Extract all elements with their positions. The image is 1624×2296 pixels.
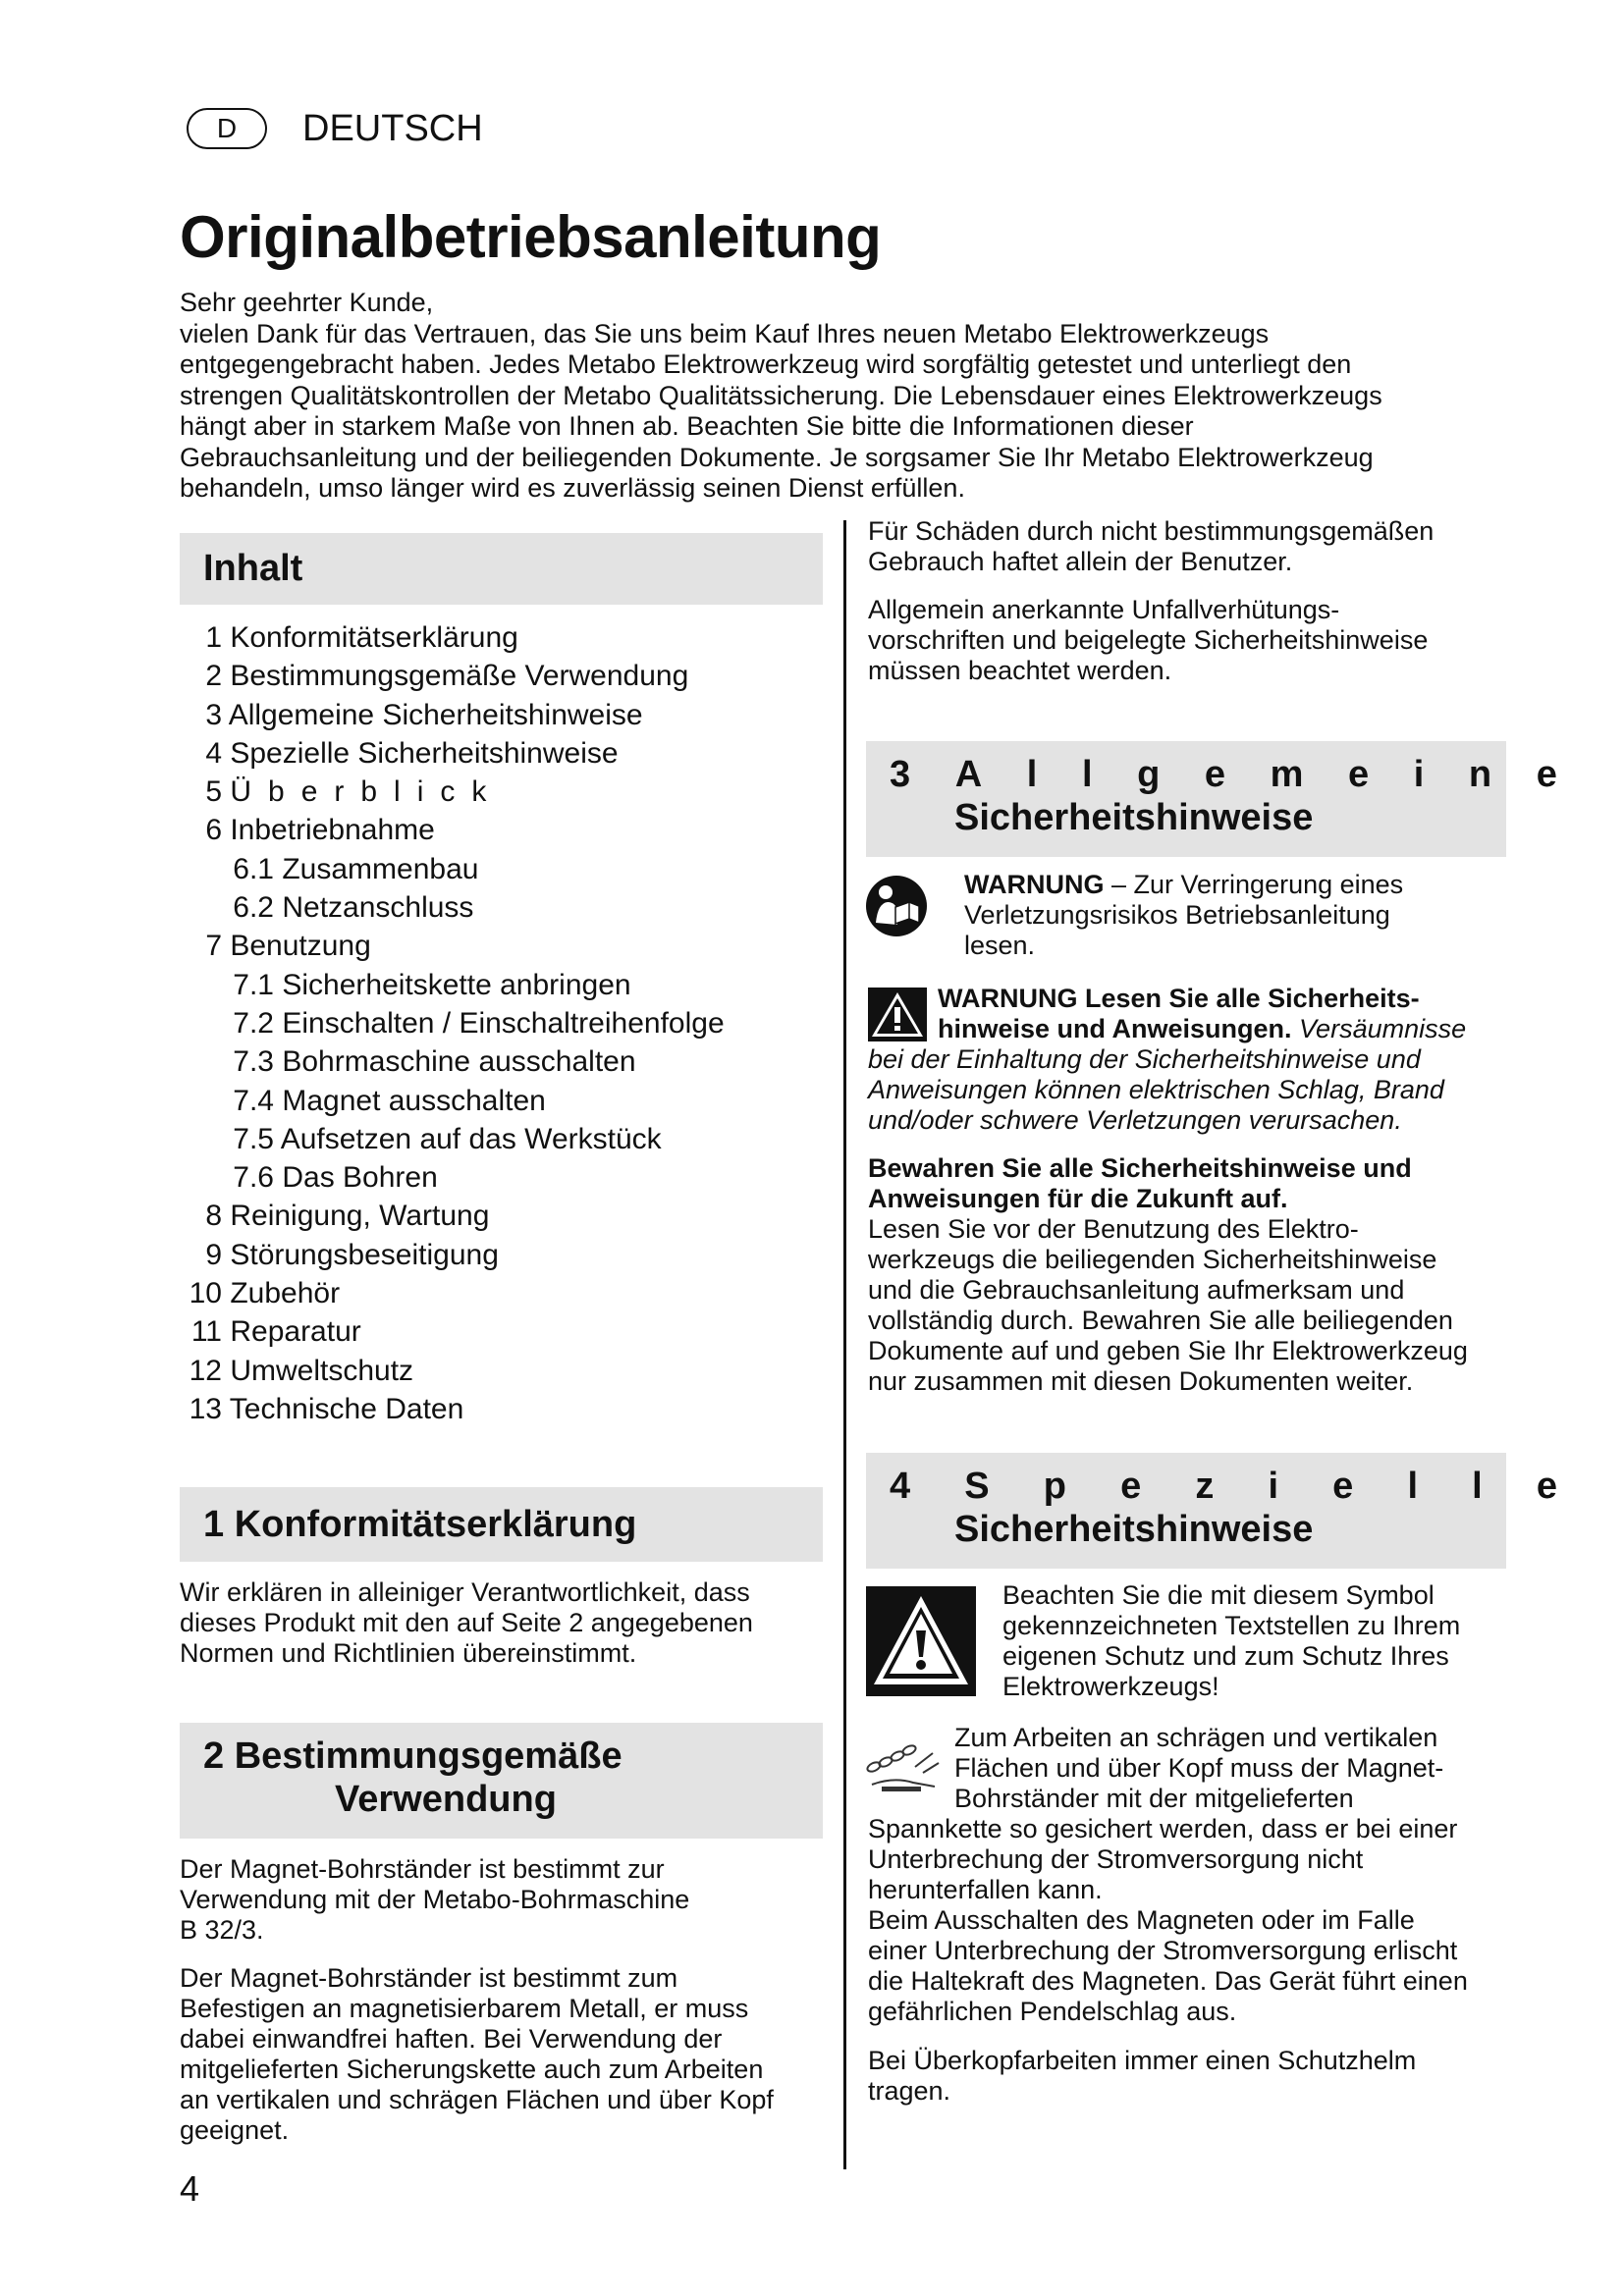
- warning-triangle-icon: [868, 988, 927, 1041]
- heading-letter: g: [1137, 754, 1161, 795]
- toc-subitem[interactable]: 6.2 Netzanschluss: [233, 891, 474, 925]
- heading-letter: l: [1026, 754, 1038, 795]
- toc-subitem[interactable]: 7.1 Sicherheitskette anbringen: [233, 968, 631, 1001]
- heading-letter: i: [1413, 754, 1425, 795]
- chain-clamp-icon: [864, 1737, 943, 1800]
- chain-text-line: Zum Arbeiten an schrägen und vertikalen: [954, 1723, 1438, 1752]
- regulations-paragraph: Allgemein anerkannte Unfallverhütungs- vorschriften und beigelegte Sicherheitshinweise müssen beachtet werden.: [868, 595, 1429, 685]
- liability-paragraph: Für Schäden durch nicht bestimmungsgemäßen Gebrauch haftet allein der Benutzer.: [868, 516, 1435, 576]
- toc-heading: Inhalt: [180, 533, 823, 605]
- heading-letter: n: [1468, 754, 1492, 795]
- toc-subitem[interactable]: 6.1 Zusammenbau: [233, 852, 479, 885]
- read-manual-icon: [866, 876, 927, 936]
- heading-letter: e: [1332, 1466, 1354, 1507]
- toc-subitem[interactable]: 7.2 Einschalten / Einschaltreihenfolge: [233, 1006, 725, 1040]
- toc-item[interactable]: 6 Inbetriebnahme: [205, 814, 435, 847]
- heading-letter: p: [1043, 1466, 1066, 1507]
- warning-triangle-icon: [866, 1586, 976, 1696]
- section-3-heading: 3 A l l g e m e i n e Sicherheitshinweise: [866, 741, 1506, 857]
- table-of-contents: [180, 618, 823, 1428]
- intro-greeting: Sehr geehrter Kunde,: [180, 288, 434, 317]
- section-2-paragraph: Der Magnet-Bohrständer ist bestimmt zum Befestigen an magnetisierbarem Metall, er muss dabei einwandfrei haften. Bei Verwendung der mitgelieferten Sicherungskette auch zum Arbeiten an vertikalen und schrägen Flächen und über Kopf geeignet.: [180, 1963, 774, 2145]
- chain-text-line: Flächen und über Kopf muss der Magnet-: [954, 1753, 1444, 1783]
- toc-item[interactable]: 7 Benutzung: [205, 930, 371, 963]
- heading-letter: e: [1536, 1466, 1557, 1507]
- page-number: 4: [180, 2168, 200, 2209]
- toc-item[interactable]: 11 Reparatur: [190, 1315, 361, 1349]
- intro-paragraph: [180, 288, 1515, 505]
- warning-italic-text: bei der Einhaltung der Sicherheitshinweise und Anweisungen können elektrischen Schlag, Brand und/oder schwere Verletzungen verursachen.: [868, 1044, 1444, 1135]
- heading-letter: l: [1472, 1466, 1483, 1507]
- intro-line: entgegengebracht haben. Jedes Metabo Elektrowerkzeug wird sorgfältig getestet und unterliegt den: [180, 349, 1352, 379]
- heading-letter: e: [1348, 754, 1370, 795]
- section-3-heading-line1: 3 A l l g e m e i n e: [890, 754, 1557, 795]
- heading-letter: e: [1536, 754, 1557, 795]
- heading-letter: z: [1195, 1466, 1215, 1507]
- toc-item[interactable]: 10 Zubehör: [189, 1277, 341, 1310]
- toc-item[interactable]: 13 Technische Daten: [189, 1392, 464, 1425]
- heading-letter: l: [1081, 754, 1093, 795]
- toc-subitem[interactable]: 7.4 Magnet ausschalten: [233, 1084, 546, 1117]
- keep-instructions-text: Lesen Sie vor der Benutzung des Elektro- werkzeugs die beiliegenden Sicherheitshinweise und die Gebrauchsanleitung aufmerksam und vollständig durch. Bewahren Sie alle beiliegenden Dokumente auf und geben Sie Ihr Elektrowerkzeug nur zusammen mit diesen Dokumenten weiter.: [868, 1214, 1468, 1396]
- heading-letter: e: [1120, 1466, 1142, 1507]
- toc-item[interactable]: 3 Allgemeine Sicherheitshinweise: [205, 698, 643, 731]
- language-label: DEUTSCH: [302, 108, 483, 149]
- toc-subitem[interactable]: 7.3 Bohrmaschine ausschalten: [233, 1045, 636, 1079]
- language-badge: D: [187, 108, 267, 149]
- keep-instructions-heading: Bewahren Sie alle Sicherheitshinweise und Anweisungen für die Zukunft auf.: [868, 1153, 1412, 1213]
- section-2-heading: 2 Bestimmungsgemäße Verwendung: [180, 1723, 823, 1839]
- toc-item[interactable]: 1 Konformitätserklärung: [205, 621, 518, 654]
- attention-symbol-text: Beachten Sie die mit diesem Symbol gekennzeichneten Textstellen zu Ihrem eigenen Schutz und zum Schutz Ihres Elektrowerkzeugs!: [1002, 1580, 1461, 1701]
- intro-line: hängt aber in starkem Maße von Ihnen ab. Beachten Sie bitte die Informationen dieser: [180, 411, 1194, 441]
- intro-line: vielen Dank für das Vertrauen, das Sie uns beim Kauf Ihres neuen Metabo Elektrowerkzeugs: [180, 318, 1270, 348]
- heading-letter: l: [1407, 1466, 1418, 1507]
- intro-line: strengen Qualitätskontrollen der Metabo Qualitätssicherung. Die Lebensdauer eines Elektrowerkzeugs: [180, 380, 1382, 410]
- intro-line: Gebrauchsanleitung und der beiliegenden Dokumente. Je sorgsamer Sie Ihr Metabo Elektrowerkzeug: [180, 442, 1374, 472]
- heading-letter: i: [1268, 1466, 1279, 1507]
- toc-subitem[interactable]: 7.5 Aufsetzen auf das Werkstück: [233, 1122, 662, 1155]
- section-4-heading: 4 S p e z i e l l e Sicherheitshinweise: [866, 1453, 1506, 1569]
- heading-letter: A: [954, 754, 983, 795]
- toc-item[interactable]: 9 Störungsbeseitigung: [205, 1238, 499, 1271]
- warning-heading: WARNUNG Lesen Sie alle Sicherheits-: [938, 984, 1420, 1013]
- toc-item[interactable]: 12 Umweltschutz: [189, 1354, 414, 1387]
- toc-item[interactable]: 5 Überblick: [205, 775, 504, 809]
- heading-letter: S: [964, 1466, 990, 1507]
- section-4-heading-line1: 4 S p e z i e l l e: [890, 1466, 1557, 1507]
- helmet-text: Bei Überkopfarbeiten immer einen Schutzhelm tragen.: [868, 2046, 1417, 2106]
- toc-item[interactable]: 2 Bestimmungsgemäße Verwendung: [205, 660, 689, 693]
- page-title: Originalbetriebsanleitung: [180, 204, 882, 270]
- section-1-text: Wir erklären in alleiniger Verantwortlichkeit, dass dieses Produkt mit den auf Seite 2 angegebenen Normen und Richtlinien übereinstimmt.: [180, 1577, 753, 1668]
- heading-letter: e: [1204, 754, 1226, 795]
- column-divider: [843, 520, 846, 2169]
- intro-line: behandeln, umso länger wird es zuverlässig seinen Dienst erfüllen.: [180, 473, 965, 503]
- section-2-paragraph: Der Magnet-Bohrständer ist bestimmt zur Verwendung mit der Metabo-Bohrmaschine B 32/3.: [180, 1854, 690, 1945]
- heading-letter: m: [1270, 754, 1304, 795]
- warning-read-manual-text: WARNUNG – Zur Verringerung eines Verletzungsrisikos Betriebsanleitung lesen.: [964, 870, 1404, 960]
- warning-heading-cont: hinweise und Anweisungen. Versäumnisse: [938, 1014, 1467, 1043]
- toc-item[interactable]: 8 Reinigung, Wartung: [205, 1200, 490, 1233]
- toc-item[interactable]: 4 Spezielle Sicherheitshinweise: [205, 736, 619, 770]
- chain-text-line: Bohrständer mit der mitgelieferten: [954, 1784, 1354, 1813]
- section-1-heading: 1 Konformitätserklärung: [180, 1487, 823, 1562]
- toc-subitem[interactable]: 7.6 Das Bohren: [233, 1161, 438, 1195]
- chain-text: Spannkette so gesichert werden, dass er bei einer Unterbrechung der Stromversorgung nicht herunterfallen kann. Beim Ausschalten des Magneten oder im Falle einer Unterbrechung der Stromversorgung erlischt die Haltekraft des Magneten. Das Gerät führt einen gefährlichen Pendelschlag aus.: [868, 1814, 1468, 2026]
